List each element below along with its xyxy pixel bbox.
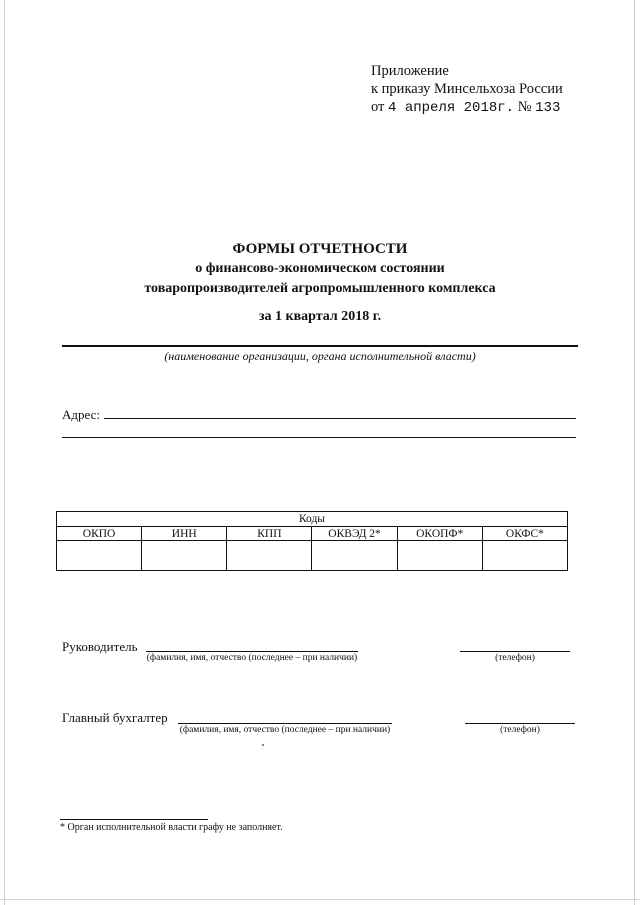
codes-table bbox=[56, 511, 568, 571]
address-field-line1[interactable] bbox=[104, 418, 576, 419]
codes-col-okpo: ОКПО bbox=[57, 527, 142, 541]
appendix-number-sign: № bbox=[517, 99, 532, 115]
scan-edge-right bbox=[634, 0, 635, 905]
appendix-date-value: 4 апреля 2018г. bbox=[388, 100, 515, 116]
scan-edge-bottom bbox=[0, 899, 640, 900]
head-name-caption: (фамилия, имя, отчество (последнее – при наличии) bbox=[146, 653, 358, 663]
scan-edge-left bbox=[4, 0, 5, 905]
footnote-rule bbox=[60, 819, 208, 820]
codes-col-okfs: ОКФС* bbox=[482, 527, 567, 541]
head-phone-field[interactable] bbox=[460, 651, 570, 652]
accountant-phone-caption: (телефон) bbox=[500, 725, 540, 735]
address-label: Адрес: bbox=[62, 407, 100, 422]
codes-value-okpo[interactable] bbox=[57, 541, 142, 571]
codes-value-inn[interactable] bbox=[142, 541, 227, 571]
codes-col-inn: ИНН bbox=[142, 527, 227, 541]
head-name-field[interactable] bbox=[146, 651, 358, 652]
organization-name-caption: (наименование организации, органа исполнительной власти) bbox=[164, 349, 476, 363]
codes-col-okopf: ОКОПФ* bbox=[397, 527, 482, 541]
reporting-period: за 1 квартал 2018 г. bbox=[258, 309, 382, 324]
address-field-line2[interactable] bbox=[62, 437, 576, 438]
appendix-block bbox=[371, 62, 563, 117]
appendix-number-value: 133 bbox=[535, 100, 561, 116]
form-subtitle-line1: о финансово-экономическом состоянии bbox=[195, 261, 445, 276]
codes-value-okopf[interactable] bbox=[397, 541, 482, 571]
appendix-date-prefix: от bbox=[371, 99, 385, 115]
form-subtitle-line2: товаропроизводителей агропромышленного комплекса bbox=[144, 281, 496, 296]
codes-table-group-header: Коды bbox=[57, 512, 568, 527]
appendix-date-line bbox=[371, 98, 563, 117]
footnote: * Орган исполнительной власти графу не заполняет. bbox=[60, 822, 283, 833]
accountant-name-field[interactable] bbox=[178, 723, 392, 724]
codes-value-okved2[interactable] bbox=[312, 541, 397, 571]
form-title: ФОРМЫ ОТЧЕТНОСТИ bbox=[232, 241, 408, 257]
appendix-order-ref: к приказу Минсельхоза России bbox=[371, 81, 563, 97]
accountant-phone-field[interactable] bbox=[465, 723, 575, 724]
head-phone-caption: (телефон) bbox=[495, 653, 535, 663]
codes-value-kpp[interactable] bbox=[227, 541, 312, 571]
scan-speck bbox=[262, 744, 264, 746]
codes-col-okved2: ОКВЭД 2* bbox=[312, 527, 397, 541]
head-label: Руководитель bbox=[62, 639, 138, 654]
form-title-block bbox=[0, 240, 640, 299]
accountant-name-caption: (фамилия, имя, отчество (последнее – при наличии) bbox=[179, 725, 391, 735]
organization-name-field[interactable] bbox=[62, 345, 578, 347]
codes-value-okfs[interactable] bbox=[482, 541, 567, 571]
codes-col-kpp: КПП bbox=[227, 527, 312, 541]
accountant-label: Главный бухгалтер bbox=[62, 710, 168, 725]
appendix-title: Приложение bbox=[371, 63, 449, 79]
